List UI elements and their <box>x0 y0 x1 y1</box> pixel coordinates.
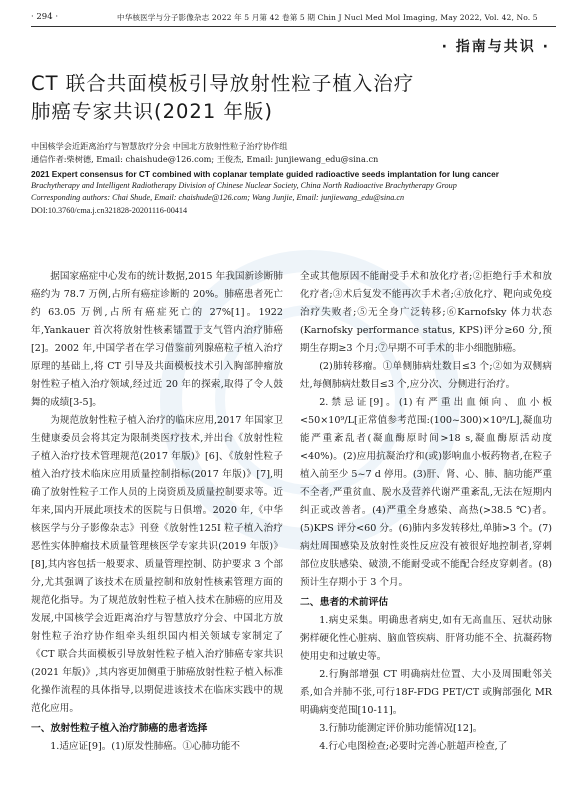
paragraph: 1.适应证[9]。(1)原发性肺癌。①心肺功能不 <box>50 741 241 752</box>
running-header <box>31 10 556 24</box>
article-metadata <box>31 140 551 217</box>
section-tag: · 指南与共识 · <box>441 39 550 55</box>
corresponding-en: Corresponding authors: Chai Shude, Email: chaishude@126.com; Wang Junjie, Email: junjiewang_edu@sina.cn <box>31 193 405 202</box>
authors-cn: 中国核学会近距离治疗与智慧放疗分会 中国北方放射性粒子治疗协作组 <box>31 141 288 151</box>
paragraph: 2.行胸部增强 CT 明确病灶位置、大小及周围毗邻关系,如合并肺不张,可行18F-FDG PET/CT 或胸部强化 MR 明确病变范围[10-11]。 <box>300 669 552 716</box>
section-heading: 二、患者的术前评估 <box>300 597 389 608</box>
group-en: Brachytherapy and Intelligent Radiotherapy Division of Chinese Nuclear Society, China North Radioactive Brachytherapy Group <box>31 181 457 190</box>
article-title <box>31 70 551 126</box>
paragraph: 4.行心电图检查;必要时完善心脏超声检查,了 <box>319 741 508 752</box>
title-en: 2021 Expert consensus for CT combined with coplanar template guided radioactive seeds implantation for lung cancer <box>31 169 499 179</box>
paragraph: 2.禁忌证[9]。(1)有严重出血倾向、血小板<50×10⁹/L[正常值参考范围:(100~300)×10⁹/L],凝血功能严重紊乱者(凝血酶原时间>18 s,凝血酶原活动度<40%)。(2)应用抗凝治疗和(或)影响血小板药物者,在粒子植入前至少 5~7 d 停用。(3)肝、肾、心、肺、脑功能严重不全者,严重贫血、脱水及营养代谢严重紊乱,无法在短期内纠正或改善者。(4)严重全身感染、高热(>38.5 ℃)者。(5)KPS 评分<60 分。(6)肺内多发转移灶,单肺>3 个。(7)病灶周围感染及放射性炎性反应没有被很好地控制者,穿刺部位皮肤感染、破溃,不能耐受或不能配合经皮穿刺者。(8)预计生存期小于 3 个月。 <box>300 397 552 588</box>
article-title-line-1: CT 联合共面模板引导放射性粒子植入治疗 <box>31 72 415 95</box>
header-rule <box>31 26 556 27</box>
article-title-line-2: 肺癌专家共识(2021 年版) <box>31 100 274 123</box>
section-heading: 一、放射性粒子植入治疗肺癌的患者选择 <box>31 723 208 734</box>
body-column-left <box>31 268 283 756</box>
paragraph: 为规范放射性粒子植入治疗的临床应用,2017 年国家卫生健康委员会将其定为限制类医疗技术,并出台《放射性粒子植入治疗技术管理规范(2017 年版)》[6]、《放射性粒子植入治疗技术临床应用质量控制指标(2017 年版)》[7],明确了放射性粒子工作人员的上岗资质及质量控制要求等。近年来,国内开展此项技术的医院与日俱增。2020 年,《中华核医学与分子影像杂志》刊登《放射性125I 粒子植入治疗恶性实体肿瘤技术质量管理核医学专家共识(2019 年版)》[8],其内容包括一般要求、质量管理控制、防护要求 3 个部分,尤其强调了该技术在质量控制和放射性核素管理方面的规范化指导。为了规范放射性粒子植入技术在肺癌的应用及发展,中国核学会近距离治疗与智慧放疗分会、中国北方放射性粒子治疗协作组牵头组织国内相关领域专家制定了《CT 联合共面模板引导放射性粒子植入治疗肺癌专家共识(2021 年版)》,其内容更加侧重于肺癌放射性粒子植入标准化操作流程的具体指导,以期促进该技术在临床实践中的规范化应用。 <box>31 415 283 714</box>
paragraph: 3.行肺功能测定评价肺功能情况[12]。 <box>319 723 483 734</box>
paragraph: 据国家癌症中心发布的统计数据,2015 年我国新诊断肺癌约为 78.7 万例,占所有癌症诊断的 20%。肺癌患者死亡约 63.05 万例,占所有癌症死亡的 27%[1]。1922 年,Yankauer 首次将放射性核素镭置于支气管内治疗肺癌[2]。2002 年,中国学者在学习借鉴前列腺癌粒子植入治疗原理的基础上,将 CT 引导及共面模板技术引入胸部肿瘤放射性粒子植入治疗领域,经过近 20 年的探索,取得了令人鼓舞的成绩[3-5]。 <box>31 271 283 408</box>
paragraph: (2)肺转移瘤。①单侧肺病灶数目≤3 个;②如为双侧病灶,每侧肺病灶数目≤3 个,应分次、分侧进行治疗。 <box>300 361 552 390</box>
doi: DOI:10.3760/cma.j.cn321828-20201116-00414 <box>31 206 188 215</box>
journal-citation-line: 中华核医学与分子影像杂志 2022 年 5 月第 42 卷第 5 期 Chin J Nucl Med Mol Imaging, May 2022, Vol. 42, No. 5 <box>117 13 538 22</box>
body-column-right <box>300 268 552 756</box>
corresponding-cn: 通信作者:柴树德, Email: chaishude@126.com; 王俊杰, Email: junjiewang_edu@sina.cn <box>31 154 379 164</box>
paragraph: 全或其他原因不能耐受手术和放化疗者;②拒绝行手术和放化疗者;③术后复发不能再次手术者;④放化疗、靶向或免疫治疗失败者;⑤无全身广泛转移;⑥Karnofsky 体力状态(Karnofsky performance status, KPS)评分≥60 分,预期生存期≥3 个月;⑦早期不可手术的非小细胞肺癌。 <box>300 271 552 354</box>
paragraph: 1.病史采集。明确患者病史,如有无高血压、冠状动脉粥样硬化性心脏病、脑血管疾病、肝肾功能不全、抗凝药物使用史和过敏史等。 <box>300 615 552 662</box>
page-number: · 294 · <box>31 12 59 22</box>
